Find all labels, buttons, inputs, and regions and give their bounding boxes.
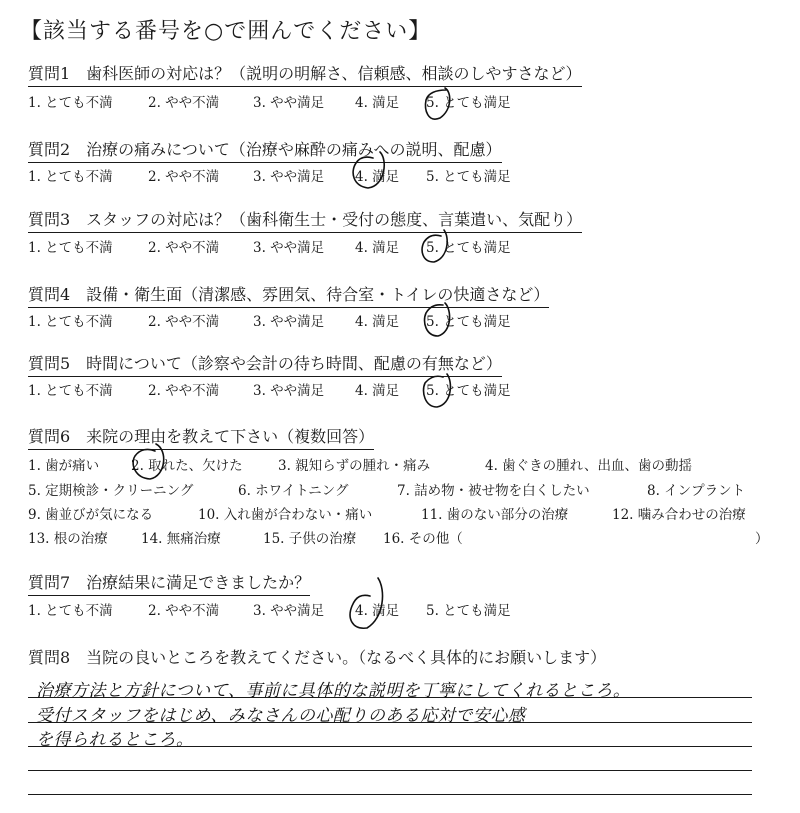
question-4-title: 質問4 設備・衛生面（清潔感、雰囲気、待合室・トイレの快適さなど） [28,285,549,308]
q1-option-1[interactable]: 1. とても不満 [28,95,113,111]
q4-option-1[interactable]: 1. とても不満 [28,314,113,330]
q6-option-3[interactable]: 3. 親知らずの腫れ・痛み [278,458,431,474]
question-5-title: 質問5 時間について（診察や会計の待ち時間、配慮の有無など） [28,354,502,377]
q2-option-4[interactable]: 4. 満足 [355,169,400,185]
handwritten-answer-1[interactable]: 治療方法と方針について、事前に具体的な説明を丁寧にしてくれるところ。 [36,681,631,701]
q6-option-13[interactable]: 13. 根の治療 [28,531,108,547]
q7-option-1[interactable]: 1. とても不満 [28,603,113,619]
q6-option-10[interactable]: 10. 入れ歯が合わない・痛い [198,507,373,523]
q7-option-3[interactable]: 3. やや満足 [253,603,325,619]
q5-option-5[interactable]: 5. とても満足 [426,383,511,399]
q3-option-3[interactable]: 3. やや満足 [253,240,325,256]
q5-option-4[interactable]: 4. 満足 [355,383,400,399]
q1-option-5[interactable]: 5. とても満足 [426,95,511,111]
q7-option-5[interactable]: 5. とても満足 [426,603,511,619]
q6-option-12[interactable]: 12. 噛み合わせの治療 [612,507,746,523]
question-1-title: 質問1 歯科医師の対応は？（説明の明解さ、信頼感、相談のしやすさなど） [28,64,582,87]
question-2-title: 質問2 治療の痛みについて（治療や麻酔の痛みへの説明、配慮） [28,140,502,163]
q6-option-16[interactable]: 16. その他（ [383,531,463,547]
q7-option-2[interactable]: 2. やや不満 [148,603,220,619]
page-title: 【該当する番号を○で囲んでください】 [20,19,432,44]
question-7-title: 質問7 治療結果に満足できましたか？ [28,573,310,596]
q6-option-4[interactable]: 4. 歯ぐきの腫れ、出血、歯の動揺 [485,458,692,474]
q6-option-5[interactable]: 5. 定期検診・クリーニング [28,483,194,499]
q6-option-7[interactable]: 7. 詰め物・被せ物を白くしたい [397,483,590,499]
q6-option-14[interactable]: 14. 無痛治療 [141,531,221,547]
q6-option-8[interactable]: 8. インプラント [647,483,746,499]
q1-option-4[interactable]: 4. 満足 [355,95,400,111]
q2-option-5[interactable]: 5. とても満足 [426,169,511,185]
q2-option-3[interactable]: 3. やや満足 [253,169,325,185]
q7-option-4[interactable]: 4. 満足 [355,603,400,619]
handwritten-answer-2[interactable]: 受付スタッフをはじめ、みなさんの心配りのある応対で安心感 [36,706,526,726]
q3-option-5[interactable]: 5. とても満足 [426,240,511,256]
q6-option-2[interactable]: 2. 取れた、欠けた [131,458,243,474]
q5-option-3[interactable]: 3. やや満足 [253,383,325,399]
q4-option-2[interactable]: 2. やや不満 [148,314,220,330]
q6-option-1[interactable]: 1. 歯が痛い [28,458,100,474]
q1-option-2[interactable]: 2. やや不満 [148,95,220,111]
q6-option-6[interactable]: 6. ホワイトニング [238,483,349,499]
q2-option-1[interactable]: 1. とても不満 [28,169,113,185]
q6-option-11[interactable]: 11. 歯のない部分の治療 [421,507,569,523]
q1-option-3[interactable]: 3. やや満足 [253,95,325,111]
q5-option-1[interactable]: 1. とても不満 [28,383,113,399]
answer-line-5 [28,794,752,795]
question-6-title: 質問6 来院の理由を教えて下さい（複数回答） [28,427,374,450]
q4-option-4[interactable]: 4. 満足 [355,314,400,330]
question-8-title: 質問8 当院の良いところを教えてください。（なるべく具体的にお願いします） [28,648,607,667]
handwritten-answer-3[interactable]: を得られるところ。 [36,730,194,750]
q3-option-4[interactable]: 4. 満足 [355,240,400,256]
question-3-title: 質問3 スタッフの対応は？（歯科衛生士・受付の態度、言葉遣い、気配り） [28,210,582,233]
q3-option-2[interactable]: 2. やや不満 [148,240,220,256]
q2-option-2[interactable]: 2. やや不満 [148,169,220,185]
q4-option-5[interactable]: 5. とても満足 [426,314,511,330]
q6-option-15[interactable]: 15. 子供の治療 [263,531,357,547]
q5-option-2[interactable]: 2. やや不満 [148,383,220,399]
q6-option-9[interactable]: 9. 歯並びが気になる [28,507,154,523]
q3-option-1[interactable]: 1. とても不満 [28,240,113,256]
q6-other-close-paren: ） [755,531,769,547]
answer-line-4 [28,770,752,771]
q4-option-3[interactable]: 3. やや満足 [253,314,325,330]
